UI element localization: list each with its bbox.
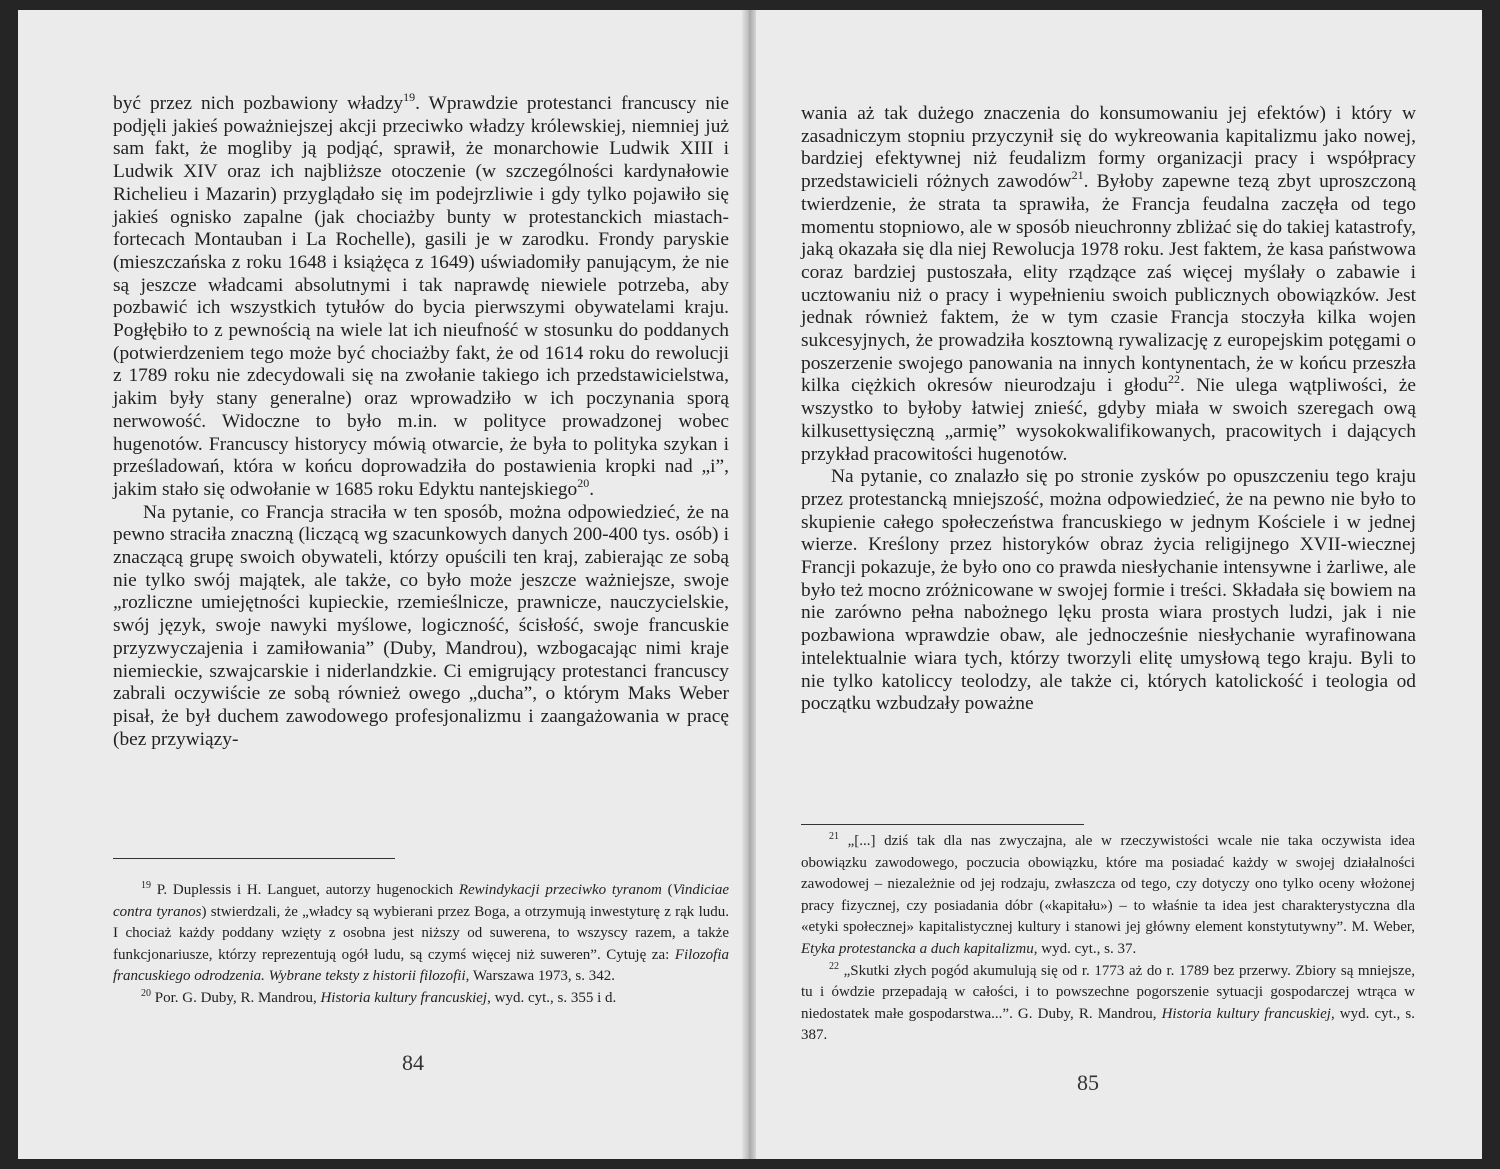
footnote-marker: 20 [577, 475, 590, 490]
text-run: być przez nich pozbawiony władzy [113, 93, 404, 114]
italic-title: Filozofia francuskiego odrodzenia. Wybrane teksty z historii filozofii [113, 946, 729, 985]
paragraph [113, 502, 729, 752]
footnote-separator [113, 858, 395, 859]
footnote-separator [801, 824, 1084, 825]
paragraph [113, 880, 729, 988]
text-run: „[...] dziś tak dla nas zwyczajna, ale w rzeczywistości wcale nie taka oczywista idea obowiązku zawodowego, poczucia obowiązku, które ma posiadać każdy w swojej działalności zawodowej – niezależnie od jej rodzaju, zwłaszcza od tego, czy dotyczy ono tylko oceny włożonej pracy fizycznej, czy posiadania dóbr («kapitału») – to właśnie ta idea jest charakterystyczna dla «etyki społecznej» kapitalistycznej kultury i stanowi jej główny element konstytutywny”. M. Weber, [801, 833, 1415, 936]
book-spread [18, 10, 1482, 1159]
text-run: , wyd. cyt., s. 387. [801, 1005, 1416, 1044]
paragraph [113, 90, 730, 502]
text-run: . Wprawdzie protestanci francuscy nie podjęli jakieś poważniejszej akcji przeciwko władzy królewskiej, niemniej już sam fakt, że mogliby ją podjąć, sprawił, że monarchowie Ludwik XIII i Ludwik XIV oraz ich najbliższe otoczenie (w szczególności kardynałowie Richelieu i Mazarin) przyglądało się im podejrzliwie i gdy tylko pojawiło się jakieś ognisko zapalne (jak chociażby bunty w protestanckich miastach-fortecach Montauban i La Rochelle), gasili je w zarodku. Frondy paryskie (mieszczańska z roku 1648 i książęca z 1649) uświadomiły panującym, że nie są jeszcze władcami absolutnymi i tak naprawdę niewiele potrzeba, aby pozbawić ich wszystkich tytułów do bycia pierwszymi obywatelami kraju. Pogłębiło to z pewnością na wiele lat ich nieufność w stosunku do poddanych (potwierdzeniem tego może być chociażby fakt, że od 1614 roku do rewolucji z 1789 roku nie zdecydowali się na zwołanie takiego ich przedstawicielstwa, jakim były stany generalne) oraz wprowadziło w ich poczynania sporą nerwowość. Widoczne to było m.in. w polityce prowadzonej wobec hugenotów. Francuscy historycy mówią otwarcie, że była to polityka szykan i prześladowań, która w końcu doprowadziła do postawienia kropki nad „i”, jakim stało się odwołanie w 1685 roku Edyktu nantejskiego [113, 93, 730, 500]
italic-title: Vindiciae contra tyranos [113, 882, 730, 920]
text-run: Na pytanie, co Francja straciła w ten sposób, można odpowiedzieć, że na pewno straciła znaczną (liczącą wg szacunkowych danych 200-400 tys. osób) i znaczącą grupę swoich obywateli, którzy opuścili ten kraj, zabierając ze sobą nie tylko swój majątek, ale także, co było może jeszcze ważniejsze, swoje „rozliczne umiejętności kupieckie, rzemieślnicze, prawnicze, nauczycielskie, swój język, swoje nawyki myślowe, logiczność, ścisłość, swoje francuskie przyzwyczajenia i zamiłowania” (Duby, Mandrou), wzbogacając nimi kraje niemieckie, szwajcarskie i niderlandzkie. Ci emigrujący protestanci francuscy zabrali oczywiście ze sobą również owego „ducha”, o którym Maks Weber pisał, że był duchem zawodowego profesjonalizmu i zaangażowania w pracę (bez przywiązy- [113, 501, 729, 750]
left-page [18, 10, 746, 1159]
left-body-text [113, 90, 730, 751]
text-run: . Byłoby zapewne tezą zbyt uproszczoną twierdzenie, że strata ta sprawiła, że Francja feudalna zaczęła od tego momentu stopniowo, ale w sposób nieuchronny zbliżać się do takiej katastrofy, jaką okazała się dla niej Rewolucja 1978 roku. Jest faktem, że kasa państwowa coraz bardziej pustoszała, elity rządzące zaś więcej myślały o zabawie i ucztowaniu niż o pracy i wypełnieniu swoich publicznych obowiązków. Jest jednak również faktem, że w tym czasie Francja stoczyła kilka wojen sukcesyjnych, że prowadziła kosztowną rywalizację z europejskim potęgami o poszerzenie swojego panowania na innych kontynentach, że w końcu przeszła kilka ciężkich okresów nieurodzaju i głodu [801, 171, 1416, 397]
text-run: ( [661, 882, 673, 898]
text-run: Na pytanie, co znalazło się po stronie zysków po opuszczeniu tego kraju przez protestancką mniejszość, można odpowiedzieć, że na pewno nie było to skupienie całego społeczeństwa francuskiego w jednym Kościele i w jednej wierze. Kreślony przez historyków obraz życia religijnego XVII-wiecznej Francji pokazuje, że było ono co prawda niesłychanie intensywne i żarliwe, ale było też mocno zróżnicowane w swojej formie i treści. Składała się bowiem na nie zarówno pełna nabożnego lęku prosta wiara prostych ludzi, jak i nie pozbawiona wprawdzie obaw, ale jednocześnie niesłychanie wyrafinowana intelektualnie wiara tych, którzy tworzyli elitę umysłową tego kraju. Byli to nie tylko katoliccy teolodzy, ale także ci, których katolickość i teologia od początku wzbudzały poważne [801, 466, 1416, 715]
right-body-text [801, 103, 1416, 716]
paragraph [801, 831, 1415, 961]
footnote-marker: 19 [141, 880, 151, 891]
right-footnotes [801, 831, 1415, 1047]
text-run: . [589, 478, 595, 500]
paragraph [113, 988, 729, 1010]
page-number-left: 84 [402, 1050, 424, 1075]
page-number-right: 85 [1077, 1070, 1099, 1095]
italic-title: Rewindykacji przeciwko tyranom [458, 882, 662, 898]
paragraph [801, 103, 1416, 466]
text-run: , wyd. cyt., s. 37. [1033, 940, 1137, 957]
italic-title: Historia kultury francuskiej [320, 989, 488, 1006]
book-gutter [742, 10, 756, 1159]
text-run: Por. G. Duby, R. Mandrou, [151, 989, 321, 1006]
text-run: , Warszawa 1973, s. 342. [465, 968, 615, 985]
footnote-marker: 22 [1167, 372, 1180, 387]
text-run: ) stwierdzali, że „władcy są wybierani przez Boga, a otrzymują inwestyturę z rąk ludu. I chociaż każdy poddany wzięty z osobna jest niższy od suwerena, to wszyscy razem, a także funkcjonariusze, którzy reprezentują ogół ludu, są czymś więcej niż suweren”. Cytuję za: [113, 903, 729, 963]
footnote-marker: 21 [829, 831, 839, 842]
text-run: „Skutki złych pogód akumulują się od r. 1773 aż do r. 1789 bez przerwy. Zbiory są mniejsze, tu i ówdzie przepadają w całości, i to powszechne pogorszenie sytuacji gospodarczej wtrąca w niedostatek małe gospodarstwa...”. G. Duby, R. Mandrou, [801, 962, 1415, 1022]
text-run: , wyd. cyt., s. 355 i d. [487, 989, 617, 1006]
footnote-marker: 22 [829, 960, 839, 972]
footnote-marker: 21 [1071, 168, 1084, 183]
text-run: . Nie ulega wątpliwości, że wszystko to byłoby łatwiej znieść, gdyby miała w swoich szeregach ową kilkusettysięczną „armię” wysokokwalifikowanych, pracowitych i dających przykład pracowitości hugenotów. [801, 375, 1416, 465]
paragraph [801, 961, 1415, 1047]
right-page [746, 10, 1482, 1159]
italic-title: Etyka protestancka a duch kapitalizmu [801, 940, 1034, 957]
text-run: P. Duplessis i H. Languet, autorzy hugenockich [151, 882, 459, 898]
paragraph [801, 466, 1416, 716]
italic-title: Historia kultury francuskiej [1161, 1005, 1331, 1022]
footnote-marker: 20 [141, 987, 151, 999]
footnote-marker: 19 [403, 90, 416, 104]
text-run: wania aż tak dużego znaczenia do konsumowaniu jej efektów) i który w zasadniczym stopniu przyczynił się do wykreowania kapitalizmu jako nowej, bardziej efektywnej niż feudalizm formy organizacji pracy i współpracy przedstawicieli różnych zawodów [801, 103, 1416, 193]
left-footnotes [113, 880, 729, 1010]
